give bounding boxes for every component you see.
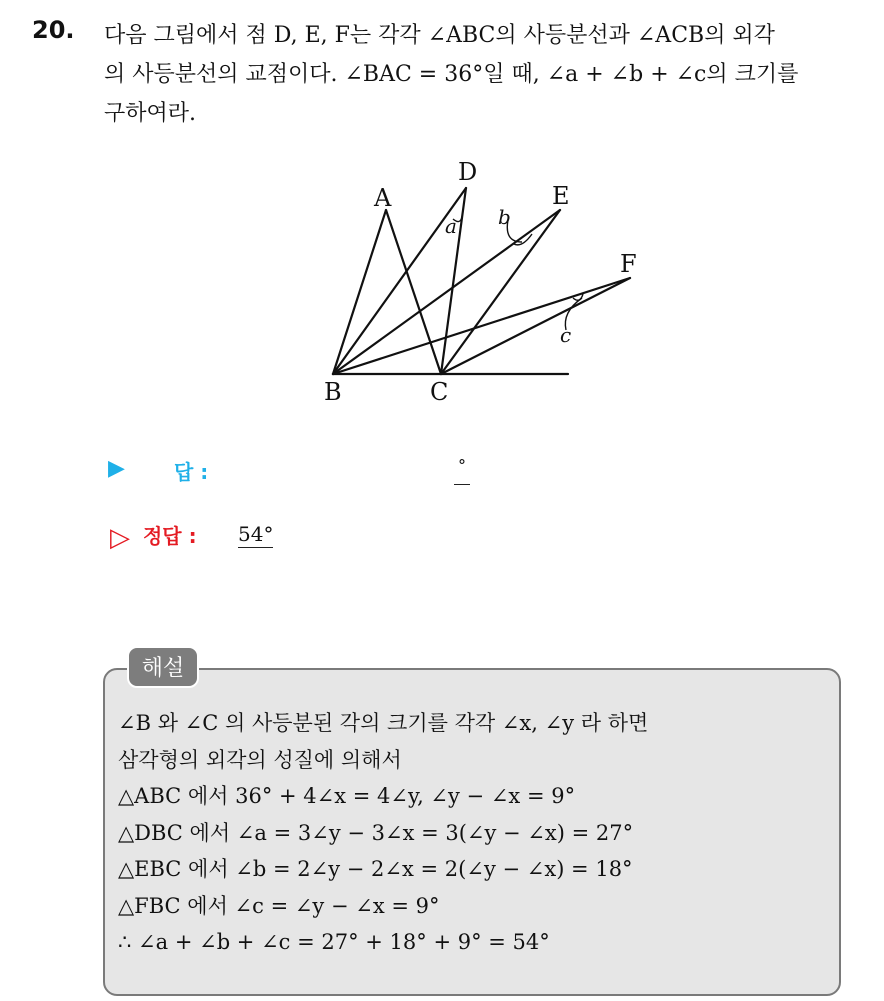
segment-bf	[333, 278, 630, 374]
answer-input[interactable]: °	[454, 456, 470, 485]
problem-line: 의 사등분선의 교점이다. ∠BAC = 36°일 때, ∠a + ∠b + ∠c의 크기를	[104, 62, 799, 87]
angle-label-b: b	[498, 205, 511, 229]
correct-answer-row	[110, 520, 197, 553]
geometry-figure	[300, 150, 660, 410]
explanation-line: △EBC 에서 ∠b = 2∠y − 2∠x = 2(∠y − ∠x) = 18°	[118, 857, 633, 881]
problem-line: 구하여라.	[104, 101, 197, 126]
correct-answer-value: 54°	[238, 522, 274, 546]
problem-line: 다음 그림에서 점 D, E, F는 각각 ∠ABC의 사등분선과 ∠ACB의 외각	[104, 23, 775, 48]
explanation-line: ∠B 와 ∠C 의 사등분된 각의 크기를 각각 ∠x, ∠y 라 하면	[118, 711, 649, 735]
segment-cf	[441, 278, 630, 374]
explanation-line: △FBC 에서 ∠c = ∠y − ∠x = 9°	[118, 893, 440, 918]
angle-label-c: c	[560, 323, 572, 347]
play-outline-icon: ▷	[110, 523, 130, 553]
explanation-tab: 해설	[127, 646, 199, 688]
point-label-b: B	[324, 378, 342, 406]
problem-statement	[104, 16, 864, 133]
answer-row	[108, 456, 209, 484]
point-label-c: C	[430, 378, 449, 406]
explanation-line: △ABC 에서 36° + 4∠x = 4∠y, ∠y − ∠x = 9°	[118, 784, 576, 808]
correct-answer-label: 정답 :	[142, 524, 197, 548]
explanation-line: ∴ ∠a + ∠b + ∠c = 27° + 18° + 9° = 54°	[118, 930, 550, 954]
point-label-d: D	[458, 158, 478, 186]
explanation-line: 삼각형의 외각의 성질에 의해서	[118, 747, 402, 772]
explanation-text	[118, 705, 818, 961]
point-label-f: F	[620, 250, 637, 278]
explanation-line: △DBC 에서 ∠a = 3∠y − 3∠x = 3(∠y − ∠x) = 27°	[118, 820, 634, 845]
point-label-a: A	[374, 184, 392, 212]
angle-label-a: a	[445, 214, 457, 238]
point-label-e: E	[552, 182, 570, 210]
segment-ab	[333, 210, 386, 374]
problem-number: 20.	[32, 16, 75, 44]
answer-label: 답 :	[174, 460, 209, 484]
play-icon: ▶	[108, 456, 125, 481]
